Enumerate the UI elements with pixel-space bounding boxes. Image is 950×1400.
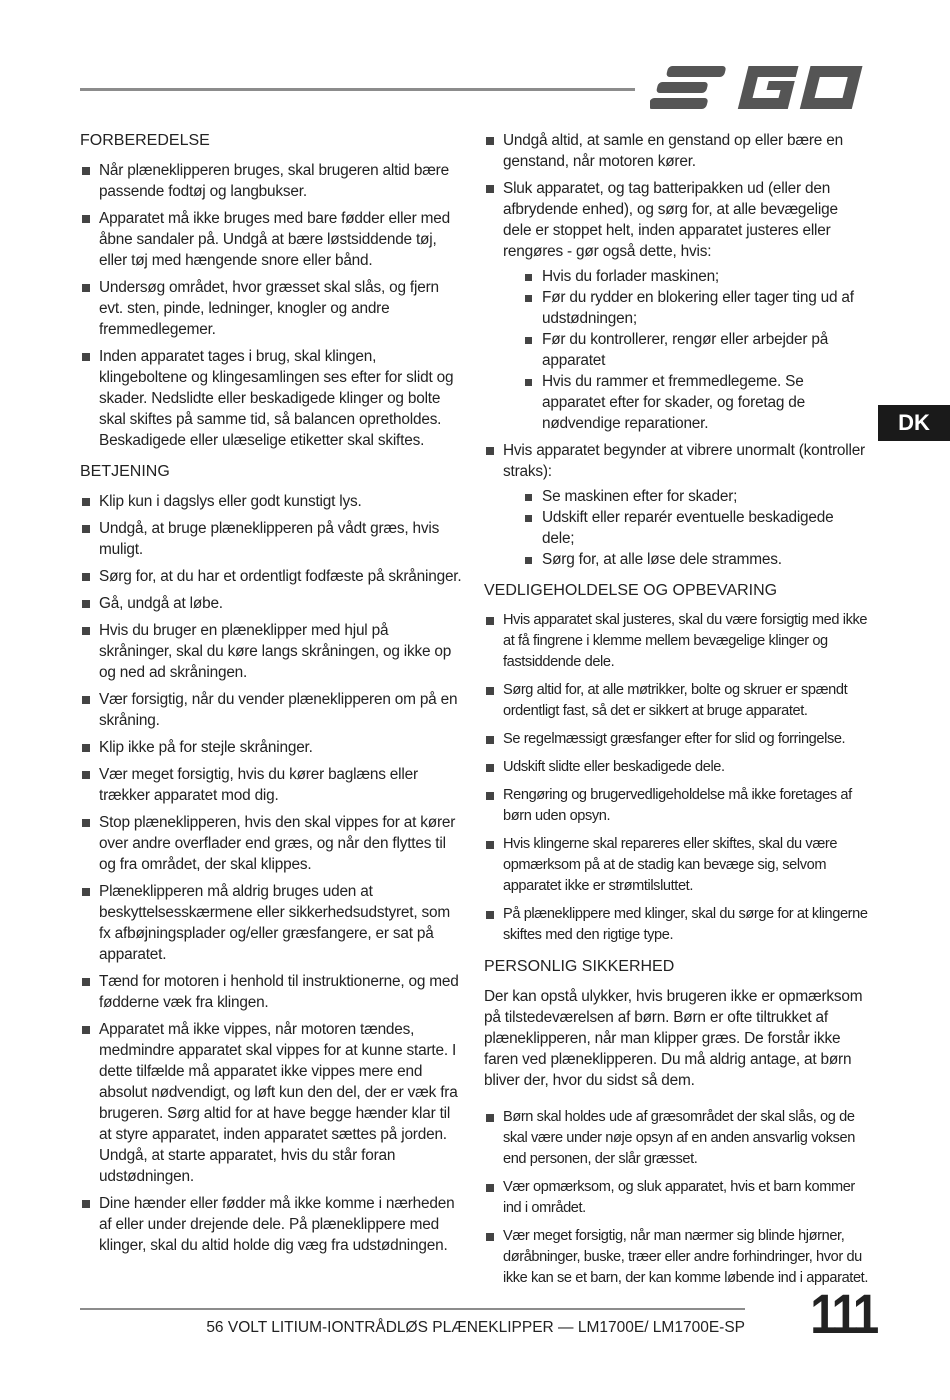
sub-list-item: Udskift eller reparér eventuelle beskadigede dele;: [523, 507, 868, 549]
list-item: Se regelmæssigt græsfanger efter for slid og forringelse.: [484, 729, 868, 750]
sub-list-item: Før du kontrollerer, rengør eller arbejder på apparatet: [523, 329, 868, 371]
list-item: Apparatet må ikke vippes, når motoren tændes, medmindre apparatet skal vippes for at kunne starte. I dette tilfælde må apparatet ikke vippes mere end absolut nødvendigt, og løft kun den del, der er væk fra brugeren. Sørg altid for at have begge hænder klar til at styre apparatet, inden apparatet sættes på jorden. Undgå, at starte apparatet, hvis du står foran udstødningen.: [80, 1019, 465, 1187]
list-item: Stop plæneklipperen, hvis den skal vippes for at kører over andre overflader end græs, og når den flyttes til og fra området, der skal klippes.: [80, 812, 465, 875]
list-item: Når plæneklipperen bruges, skal brugeren altid bære passende fodtøj og langbukser.: [80, 160, 465, 202]
right-column: [484, 130, 868, 1299]
list-item-text: Sluk apparatet, og tag batteripakken ud (eller den afbrydende enhed), og sørg for, at alle bevægelige dele er stoppet helt, inden apparatet justeres eller rengøres - gør også dette, hvis:: [503, 180, 838, 260]
bullet-list: [484, 1107, 868, 1289]
list-item: Klip kun i dagslys eller godt kunstigt lys.: [80, 491, 465, 512]
list-item: Inden apparatet tages i brug, skal klingen, klingeboltene og klingesamlingen ses efter for slidt og skader. Nedslidte eller beskadigede klinger og bolte skal skiftes på samme tid, så balancen opretholdes. Beskadigede eller ulæselige etiketter skal skiftes.: [80, 346, 465, 451]
sub-list-item: Før du rydder en blokering eller tager ting ud af udstødningen;: [523, 287, 868, 329]
language-tab: DK: [878, 405, 950, 441]
paragraph: Der kan opstå ulykker, hvis brugeren ikke er opmærksom på tilstedeværelsen af børn. Børn er ofte tiltrukket af plæneklipperen, når man klipper græs. De forstår ikke faren ved plæneklipperen. Du må aldrig antage, at børn bliver der, hvor du sidst så dem.: [484, 988, 863, 1089]
list-item: Plæneklipperen må aldrig bruges uden at beskyttelsesskærmene eller sikkerhedsudstyret, som fx afbøjningsplader og/eller græsfangere, er sat på apparatet.: [80, 881, 465, 965]
list-item: Undersøg området, hvor græsset skal slås, og fjern evt. sten, pinde, ledninger, knogler og andre fremmedlegemer.: [80, 277, 465, 340]
ego-logo: [650, 60, 865, 116]
list-item: Vær meget forsigtig, hvis du kører baglæns eller trækker apparatet mod dig.: [80, 764, 465, 806]
bullet-list: [484, 610, 868, 946]
section-heading: PERSONLIG SIKKERHED: [484, 958, 675, 975]
list-item: Hvis du bruger en plæneklipper med hjul på skråninger, skal du køre langs skråningen, og ikke op og ned ad skråningen.: [80, 620, 465, 683]
list-item: Vær meget forsigtig, når man nærmer sig blinde hjørner, døråbninger, buske, træer eller andre forhindringer, hvor du ikke kan se et barn, der kan komme løbende ind i apparatet.: [484, 1226, 868, 1289]
sub-list-item: Sørg for, at alle løse dele strammes.: [523, 549, 868, 570]
list-item: Vær forsigtig, når du vender plæneklipperen om på en skråning.: [80, 689, 465, 731]
list-item: Børn skal holdes ude af græsområdet der skal slås, og de skal være under nøje opsyn af en anden ansvarlig voksen end personen, der slår græsset.: [484, 1107, 868, 1170]
list-item: Rengøring og brugervedligeholdelse må ikke foretages af børn uden opsyn.: [484, 785, 868, 827]
list-item: Undgå, at bruge plæneklipperen på vådt græs, hvis muligt.: [80, 518, 465, 560]
list-item: Gå, undgå at løbe.: [80, 593, 465, 614]
sub-list: [523, 486, 868, 570]
page-number: 111: [810, 1282, 877, 1345]
list-item: Sørg altid for, at alle møtrikker, bolte og skruer er spændt ordentligt fast, så det er sikkert at bruge apparatet.: [484, 680, 868, 722]
list-item: [484, 440, 868, 570]
sub-list-item: Hvis du forlader maskinen;: [523, 266, 868, 287]
list-item: Hvis apparatet skal justeres, skal du være forsigtig med ikke at få fingrene i klemme mellem bevægelige klinger og fastsiddende dele.: [484, 610, 868, 673]
list-item: Sørg for, at du har et ordentligt fodfæste på skråninger.: [80, 566, 465, 587]
list-item: Klip ikke på for stejle skråninger.: [80, 737, 465, 758]
section-heading: BETJENING: [80, 463, 170, 480]
sub-list-item: Hvis du rammer et fremmedlegeme. Se apparatet efter for skader, og foretag de nødvendige reparationer.: [523, 371, 868, 434]
header-rule: [80, 88, 635, 91]
left-column: [80, 130, 465, 1266]
list-item: Udskift slidte eller beskadigede dele.: [484, 757, 868, 778]
section-heading: VEDLIGEHOLDELSE OG OPBEVARING: [484, 582, 778, 599]
list-item: På plæneklippere med klinger, skal du sørge for at klingerne skiftes med den rigtige type.: [484, 904, 868, 946]
footer-rule: [80, 1308, 745, 1310]
list-item: [484, 178, 868, 434]
list-item: Dine hænder eller fødder må ikke komme i nærheden af eller under drejende dele. På plæneklippere med klinger, skal du altid holde dig væg fra udstødningen.: [80, 1193, 465, 1256]
sub-list: [523, 266, 868, 434]
sub-list-item: Se maskinen efter for skader;: [523, 486, 868, 507]
section-heading: FORBEREDELSE: [80, 132, 210, 149]
bullet-list: [80, 491, 465, 1256]
list-item-text: Hvis apparatet begynder at vibrere unormalt (kontroller straks):: [503, 442, 865, 480]
footer-title: 56 VOLT LITIUM-IONTRÅDLØS PLÆNEKLIPPER — LM1700E/ LM1700E-SP: [206, 1319, 745, 1336]
list-item: Tænd for motoren i henhold til instruktionerne, og med fødderne væk fra klingen.: [80, 971, 465, 1013]
bullet-list: [80, 160, 465, 451]
list-item: Undgå altid, at samle en genstand op eller bære en genstand, når motoren kører.: [484, 130, 868, 172]
bullet-list: [484, 130, 868, 570]
list-item: Apparatet må ikke bruges med bare fødder eller med åbne sandaler på. Undgå at bære løstsiddende tøj, eller tøj med hængende snore eller bånd.: [80, 208, 465, 271]
list-item: Hvis klingerne skal repareres eller skiftes, skal du være opmærksom på at de stadig kan bevæge sig, selvom apparatet ikke er strømtilsluttet.: [484, 834, 868, 897]
list-item: Vær opmærksom, og sluk apparatet, hvis et barn kommer ind i området.: [484, 1177, 868, 1219]
